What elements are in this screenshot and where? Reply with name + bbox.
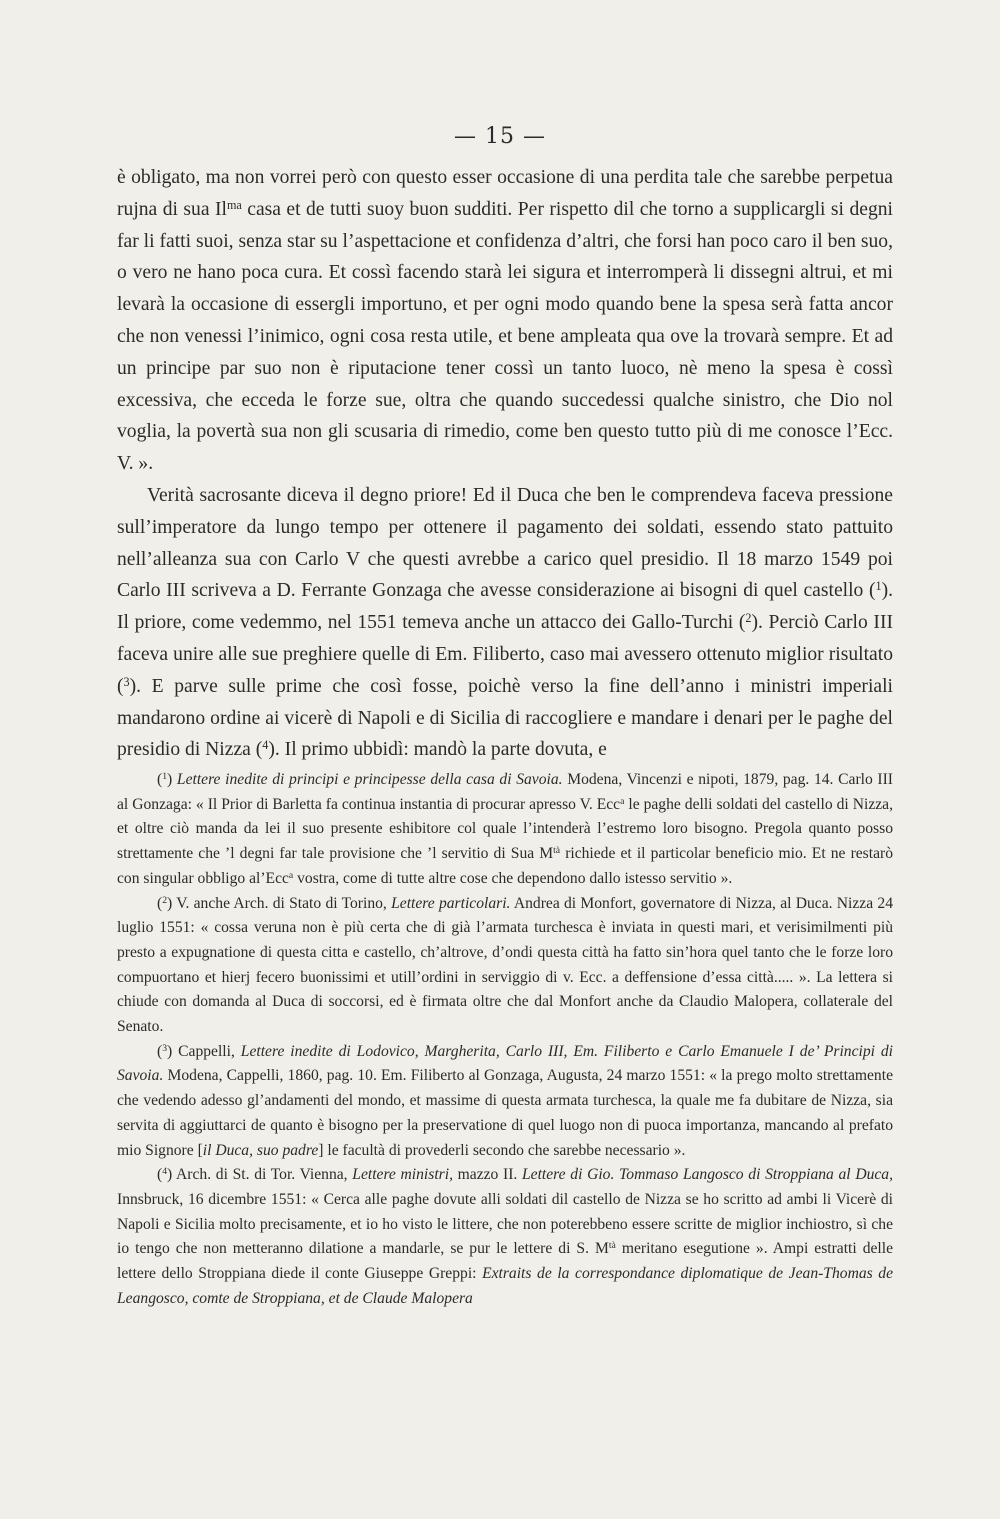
cited-title: Lettere inedite di Lodovico, Margherita, Carlo III, Em. Filiberto e Carlo Emanuele I de’ Principi di Savoia.: [117, 1042, 894, 1085]
cited-title: Lettere particolari.: [391, 894, 511, 912]
footnote-2: ($^2$) V. anche Arch. di Stato di Torino, Lettere particolari. Andrea di Monfort, governatore di Nizza, al Duca. Nizza 24 luglio 1551: « cossa veruna non è più certa che di già l’armata turchesca è inviata in questi mari, et verisimilmenti più presto a expugnatione di questa citta e castello, ch’altrove, d’ondi questa città ha fatto sin’hora quel tanto che le forze loro compuortano et hierj fecero buonissimi et utill’ordini in serviggio di v. Ecc. a deffensione d’essa città..... ». La lettera si chiude con domanda al Duca di soccorsi, ed è firmata oltre che dal Monfort anche da Claudio Malopera, collaterale del Senato.: [117, 894, 894, 1036]
footnote-ref-3[interactable]: 3: [123, 674, 130, 689]
text-run: ). Perciò Carlo III faceva unire alle sue preghiere quelle di Em. Filiberto, caso mai avessero ottenuto miglior risultato (: [117, 612, 894, 697]
text-run: ). E parve sulle prime che così fosse, poichè verso la fine dell’anno i ministri imperiali mandarono ordine ai vicerè di Napoli e di Sicilia di raccogliere e mandare i denari per le paghe del presidio di Nizza (: [117, 675, 893, 761]
text-run: Cappelli,: [178, 1042, 241, 1060]
text-run: mazzo II.: [452, 1166, 522, 1184]
page-number: — 15 —: [454, 124, 546, 149]
body-paragraph-1: [117, 162, 893, 480]
text-run: Innsbruck, 16 dicembre 1551: « Cerca alle paghe dovute alli soldati dil castello de Nizza se ho scritto ad ambi li Vicerè di Napoli e Sicilia molto precisamente, et io ho visto le littere, che non poterebbeno essere scritte de miglior inchiostro, sì che io tengo che non metteranno dilatione a mandarle, se pur le lettere di S. M: [117, 1190, 893, 1258]
text-run: ). Il primo ubbidì: mandò la parte dovuta, e: [268, 739, 607, 761]
main-text: [117, 162, 893, 766]
superscript: a: [288, 869, 294, 881]
cited-title: Lettere di Gio. Tommaso Langosco di Stroppiana al Duca,: [522, 1166, 894, 1184]
text-run: richiede et il particolar beneficio mio. Et ne restarò con singular obbligo al’Ecc: [117, 845, 893, 887]
cited-title: Lettere inedite di principi e principesse della casa di Savoia.: [176, 771, 563, 788]
footnote-number: 3: [162, 1042, 168, 1054]
footnote-ref-4[interactable]: 4: [262, 738, 269, 753]
body-paragraph-2: [117, 480, 893, 766]
superscript: ma: [226, 197, 242, 212]
cited-title: Extraits de la correspondance diplomatique de Jean-Thomas de Leangosco, comte de Stroppiana, et de Claude Malopera: [117, 1265, 894, 1307]
footnote-ref-2[interactable]: 2: [745, 611, 752, 626]
text-run: Andrea di Monfort, governatore di Nizza, al Duca. Nizza 24 luglio 1551: « cossa veruna non è più certa che di già l’armata turchesca è inviata in questi mari, et verisimilmenti più presto a expugnatione di questa citta e castello, ch’altrove, d’ondi questa città ha fatto sin’hora quel tanto che le forze loro compuortano et hierj fecero buonissimi et utill’ordini in serviggio di v. Ecc. a deffensione d’essa città..... ». La lettera si chiude con domanda al Duca di soccorsi, ed è firmata oltre che dal Monfort anche da Claudio Malopera, collaterale del Senato.: [117, 894, 894, 1036]
footnote-number: 1: [162, 771, 168, 783]
superscript: a: [620, 795, 625, 807]
text-run: le paghe delli soldati del castello di Nizza, et oltre ciò manda da lei il suo presente eshibitore col quale l’intenderà l’estremo loro bisogno. Pregola quanto posso strettamente che ’l degni far tale provisione che ’l servitio di Sua M: [117, 795, 893, 863]
footnote-4: ($^4$) Arch. di St. di Tor. Vienna, Lettere ministri, mazzo II. Lettere di Gio. Tommaso Langosco di Stroppiana al Duca, Innsbruck, 16 dicembre 1551: « Cerca alle paghe dovute alli soldati dil castello de Nizza se ho scritto ad ambi li Vicerè di Napoli e Sicilia molto precisamente, et io ho visto le littere, che non poterebbeno essere scritte de miglior inchiostro, sì che io tengo che non metteranno dilatione a mandarle, se pur le lettere di S. $M^{tà}$ meritano esegutione ». Ampi estratti delle lettere dello Stroppiana diede il conte Giuseppe Greppi: Extraits de la correspondance diplomatique de Jean-Thomas de Leangosco, comte de Stroppiana, et de Claude Malopera: [117, 1166, 894, 1307]
text-run: V. anche Arch. di Stato di Torino,: [176, 894, 392, 912]
text-run: Verità sacrosante diceva il degno priore! Ed il Duca che ben le comprendeva faceva pressione sull’imperatore da lungo tempo per ottenere il pagamento dei soldati, essendo stato pattuito nell’alleanza sua con Carlo V che questi avrebbe a carico quel presidio. Il 18 marzo 1549 poi Carlo III scriveva a D. Ferrante Gonzaga che avesse considerazione ai bisogni di quel castello (: [117, 484, 893, 602]
footnote-number: 2: [162, 894, 168, 906]
italic-run: il Duca, suo padre: [202, 1141, 319, 1159]
text-run: meritano esegutione ». Ampi estratti delle lettere dello Stroppiana diede il conte Giuseppe Greppi:: [117, 1240, 894, 1283]
text-run: vostra, come di tutte altre cose che dependono dallo istesso servitio ».: [293, 869, 733, 887]
superscript: tà: [608, 1240, 616, 1252]
text-run: Arch. di St. di Tor. Vienna,: [176, 1166, 353, 1184]
text-run: Modena, Vincenzi e nipoti, 1879, pag. 14. Carlo III al Gonzaga: « Il Prior di Barletta fa continua instantia di procurar apresso V. Ecc: [117, 771, 894, 813]
footnotes: [117, 768, 893, 1311]
footnote-ref-1[interactable]: 1: [875, 579, 882, 594]
footnote-1: ($^1$) Lettere inedite di principi e principesse della casa di Savoia. Modena, Vincenzi e nipoti, 1879, pag. 14. Carlo III al Gonzaga: « Il Prior di Barletta fa continua instantia di procurar apresso V. Ecc$^a$ le paghe delli soldati del castello di Nizza, et oltre ciò manda da lei il suo presente eshibitore col quale l’intenderà l’estremo loro bisogno. Pregola quanto posso strettamente che ’l degni far tale provisione che ’l servitio di Sua $M^{tà}$ richiede et il particolar beneficio mio. Et ne restarò con singular obbligo al’Ecc$^a$ vostra, come di tutte altre cose che dependono dallo istesso servitio ».: [117, 771, 894, 887]
text-run: ). Il priore, come vedemmo, nel 1551 temeva anche un attacco dei Gallo-Turchi (: [117, 580, 893, 634]
cited-title: Lettere ministri,: [352, 1166, 453, 1184]
text-run: ] le facultà di provederli secondo che sarebbe necessario ».: [318, 1141, 686, 1159]
text-run: è obligato, ma non vorrei però con questo esser occasione di una perdita tale che sarebbe perpetua rujna di sua Il: [117, 167, 893, 220]
text-run: casa et de tutti suoy buon sudditi. Per rispetto dil che torno a supplicargli si degni far li fatti suoi, senza star su l’aspettacione et confidenza d’altri, che forsi han poco caro il ben suo, o vero ne hano poca cura. Et cossì facendo starà lei sigura et interromperà li dissegni altrui, et mi levarà la occasione di essergli importuno, et per ogni modo quando bene la spesa serà fatta ancor che non venessi l’inimico, ogni cosa resta utile, et bene ampleata qua ove la trovarà sempre. Et ad un principe par suo non è riputacione tener cossì un tanto luoco, nè meno la spesa è cossì excessiva, che ecceda le forze sue, oltra che quando succedessi qualche sinistro, che Dio nol voglia, la povertà sua non gli scusaria di rimedio, come ben questo tutto più di me conosce l’Ecc. V. ».: [117, 198, 893, 475]
footnote-number: 4: [162, 1166, 168, 1178]
superscript: tà: [553, 845, 561, 857]
text-run: Modena, Cappelli, 1860, pag. 10. Em. Filiberto al Gonzaga, Augusta, 24 marzo 1551: « la prego molto strettamente che vedendo adesso gl’andamenti del mondo, et massime di questa armata turchesca, la quale me fa dubitare de Nizza, sia servita di aggiuttarci de quanto è bisogno per la preservatione di quel luogo non di puoca importanza, mancando al prefato mio Signore [: [117, 1067, 893, 1159]
footnote-3: ($^3$) Cappelli, Lettere inedite di Lodovico, Margherita, Carlo III, Em. Filiberto e Carlo Emanuele I de’ Principi di Savoia. Modena, Cappelli, 1860, pag. 10. Em. Filiberto al Gonzaga, Augusta, 24 marzo 1551: « la prego molto strettamente che vedendo adesso gl’andamenti del mondo, et massime di questa armata turchesca, la quale me fa dubitare de Nizza, sia servita di aggiuttarci de quanto è bisogno per la preservatione di quel luogo non di puoca importanza, mancando al prefato mio Signore [il Duca, suo padre] le facultà di provederli secondo che sarebbe necessario ».: [117, 1042, 894, 1159]
